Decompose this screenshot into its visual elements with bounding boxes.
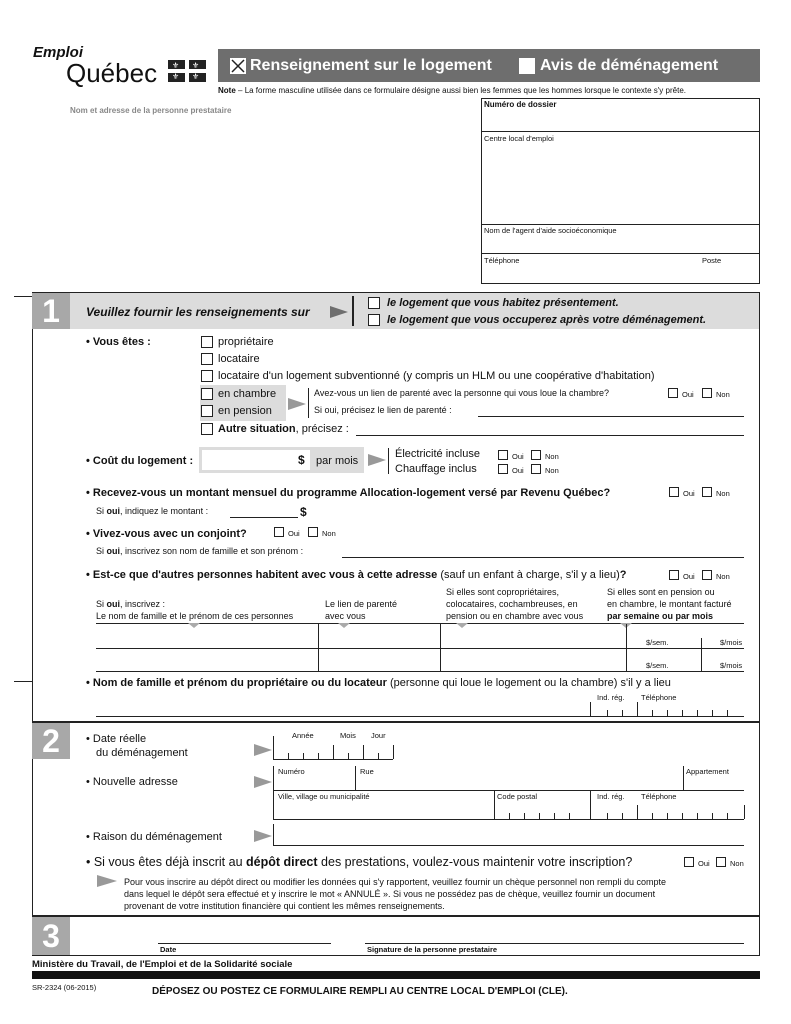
postal-code-label: Code postal: [497, 792, 538, 801]
allocation-amount-label: [96, 506, 208, 516]
footer-bar: [32, 971, 760, 979]
city-postal-phone-field[interactable]: [273, 819, 744, 820]
spouse-name-field[interactable]: [342, 557, 744, 558]
allocation-amount-pre: Si: [96, 506, 107, 516]
local-center-label: Centre local d'emploi: [484, 134, 554, 143]
current-housing-checkbox[interactable]: [368, 297, 380, 309]
allocation-no-checkbox[interactable]: [702, 487, 712, 497]
deposit-note-line1: Pour vous inscrire au dépôt direct ou modifier les données qui s'y rapportent, veuillez fournir un chèque personnel non rempli du compte: [124, 877, 667, 887]
electricity-yes-label: Oui: [512, 452, 524, 461]
other-occupants-rest: (sauf un enfant à charge, s'il y a lieu): [437, 569, 620, 581]
street-address-field[interactable]: [273, 790, 744, 791]
logo-quebec: Québec: [66, 58, 158, 88]
occupant-row1-per-week: $/sem.: [646, 638, 669, 647]
per-month-label: par mois: [316, 455, 359, 467]
occupants-col1-pre: Si: [96, 599, 107, 609]
kinship-question: Avez-vous un lien de parenté avec la personne qui vous loue la chambre?: [314, 388, 610, 398]
landlord-name-field[interactable]: [96, 716, 744, 717]
deposit-bold: dépôt direct: [246, 855, 318, 869]
spouse-question: • Vivez-vous avec un conjoint?: [86, 528, 247, 540]
in-room-label: en chambre: [218, 388, 277, 400]
move-reason-field[interactable]: [273, 845, 744, 846]
electricity-yes-checkbox[interactable]: [498, 450, 508, 460]
subsidized-tenant-checkbox[interactable]: [201, 370, 213, 382]
allocation-yes-checkbox[interactable]: [669, 487, 679, 497]
other-situation-rest: , précisez :: [295, 423, 349, 435]
occupants-col4-line1: Si elles sont en pension ou: [607, 587, 715, 597]
arrow-pointer-icon: [368, 454, 386, 466]
moving-notice-checkbox[interactable]: [519, 58, 535, 74]
year-label: Année: [292, 731, 314, 740]
spouse-yes-label: Oui: [288, 529, 300, 538]
agent-name-label: Nom de l'agent d'aide socioéconomique: [484, 226, 617, 235]
tenant-checkbox[interactable]: [201, 353, 213, 365]
new-area-code-label: Ind. rég.: [597, 792, 625, 801]
occupants-col4-line2: en chambre, le montant facturé: [607, 599, 732, 609]
owner-checkbox[interactable]: [201, 336, 213, 348]
month-label: Mois: [340, 731, 356, 740]
occupants-col2-line2: avec vous: [325, 611, 366, 621]
subsidized-tenant-label: locataire d'un logement subventionné (y compris un HLM ou une coopérative d'habitation): [218, 370, 655, 382]
arrow-pointer-icon: [254, 744, 272, 756]
other-occupants-no-checkbox[interactable]: [702, 570, 712, 580]
tenant-label: locataire: [218, 353, 260, 365]
date-label: Date: [160, 945, 177, 954]
in-board-checkbox[interactable]: [201, 405, 213, 417]
housing-cost-input[interactable]: [202, 450, 310, 470]
new-address-label: • Nouvelle adresse: [86, 776, 178, 788]
occupants-col1-header: [96, 598, 293, 622]
section-1-intro: Veuillez fournir les renseignements sur: [86, 305, 310, 319]
current-housing-label: le logement que vous habitez présentement.: [387, 297, 619, 309]
occupants-col2-header: [325, 598, 397, 622]
landlord-phone-label: Téléphone: [641, 693, 677, 702]
deposit-note-line2: dans lequel le dépôt sera effectué et y inscrire le mot « ANNULÉ ». Si vous ne possédez pas de chèque, veuillez fournir un document: [124, 889, 656, 899]
note-label: Note: [218, 86, 236, 95]
signature-field[interactable]: [365, 943, 744, 944]
spouse-name-label: [96, 546, 303, 556]
gender-note: [218, 86, 686, 95]
apartment-label: Appartement: [686, 767, 729, 776]
file-number-label: Numéro de dossier: [484, 100, 557, 109]
other-situation-label: [218, 423, 349, 435]
street-number-label: Numéro: [278, 767, 305, 776]
claimant-name-address-label: Nom et adresse de la personne prestataire: [70, 106, 232, 115]
street-label: Rue: [360, 767, 374, 776]
deposit-no-label: Non: [730, 859, 744, 868]
deposit-no-checkbox[interactable]: [716, 857, 726, 867]
submission-instruction: DÉPOSEZ OU POSTEZ CE FORMULAIRE REMPLI AU CENTRE LOCAL D'EMPLOI (CLE).: [152, 986, 568, 997]
occupants-col3-line1: Si elles sont copropriétaires,: [446, 587, 560, 597]
other-occupants-no-label: Non: [716, 572, 730, 581]
note-text: – La forme masculine utilisée dans ce formulaire désigne aussi bien les femmes que les hommes lorsque le contexte s'y prête.: [238, 86, 686, 95]
other-occupants-yes-checkbox[interactable]: [669, 570, 679, 580]
landlord-label: [86, 677, 671, 689]
moving-notice-title: Avis de déménagement: [540, 57, 719, 74]
signature-label: Signature de la personne prestataire: [367, 945, 498, 954]
deposit-yes-checkbox[interactable]: [684, 857, 694, 867]
date-field[interactable]: [158, 943, 331, 944]
heating-no-checkbox[interactable]: [531, 464, 541, 474]
section-3-number: 3: [32, 917, 70, 955]
occupants-col1-oui: oui: [106, 599, 121, 609]
other-situation-bold: Autre situation: [218, 423, 296, 435]
spouse-name-post: , inscrivez son nom de famille et son prénom :: [120, 546, 304, 556]
other-situation-field[interactable]: [356, 435, 744, 436]
owner-label: propriétaire: [218, 336, 274, 348]
direct-deposit-note: [124, 876, 666, 912]
direct-deposit-question: [86, 855, 632, 869]
dollar-sign: $: [298, 453, 305, 467]
future-housing-label: le logement que vous occuperez après votre déménagement.: [387, 314, 707, 326]
kinship-specify-label: Si oui, précisez le lien de parenté :: [314, 405, 452, 415]
office-extension-label: Poste: [702, 256, 722, 265]
move-date-field[interactable]: [273, 759, 393, 760]
kinship-no-checkbox[interactable]: [702, 388, 712, 398]
allocation-yes-label: Oui: [683, 489, 695, 498]
occupants-col4-line3: par semaine ou par mois: [607, 611, 714, 621]
future-housing-checkbox[interactable]: [368, 314, 380, 326]
you-are-label: • Vous êtes :: [86, 336, 151, 348]
heating-yes-checkbox[interactable]: [498, 464, 508, 474]
occupants-col4-header: [607, 586, 732, 622]
day-label: Jour: [371, 731, 386, 740]
landlord-area-code-label: Ind. rég.: [597, 693, 625, 702]
electricity-no-checkbox[interactable]: [531, 450, 541, 460]
occupants-col3-line2: colocataires, cochambreuses, en: [446, 599, 578, 609]
spouse-no-label: Non: [322, 529, 336, 538]
occupants-col2-line1: Le lien de parenté: [325, 599, 398, 609]
other-occupants-question: [86, 569, 627, 581]
landlord-rest: (personne qui loue le logement ou la chambre) s'il y a lieu: [386, 677, 671, 689]
deposit-post: des prestations, voulez-vous maintenir votre inscription?: [317, 855, 633, 869]
kinship-no-label: Non: [716, 390, 730, 399]
occupants-col1-subheader: Le nom de famille et le prénom de ces personnes: [96, 611, 294, 621]
other-occupants-bold: • Est-ce que d'autres personnes habitent avec vous à cette adresse: [86, 569, 438, 581]
allocation-dollar-sign: $: [300, 505, 307, 519]
section-2-number: 2: [32, 723, 70, 759]
office-phone-label: Téléphone: [484, 256, 520, 265]
arrow-pointer-icon: [254, 830, 272, 842]
heating-yes-label: Oui: [512, 466, 524, 475]
arrow-pointer-icon: [97, 875, 117, 887]
section-1-number: 1: [32, 293, 70, 329]
kinship-yes-label: Oui: [682, 390, 694, 399]
spouse-yes-checkbox[interactable]: [274, 527, 284, 537]
other-situation-checkbox[interactable]: [201, 423, 213, 435]
occupants-col3-header: [446, 586, 583, 622]
electricity-no-label: Non: [545, 452, 559, 461]
move-date-line2: du déménagement: [96, 747, 188, 759]
other-occupants-mark: ?: [619, 569, 627, 581]
spouse-name-oui: oui: [106, 546, 121, 556]
allocation-amount-oui: oui: [106, 506, 121, 516]
kinship-yes-checkbox[interactable]: [668, 388, 678, 398]
move-reason-label: • Raison du déménagement: [86, 831, 222, 843]
allocation-amount-field[interactable]: [230, 517, 298, 518]
allocation-question: • Recevez-vous un montant mensuel du programme Allocation-logement versé par Revenu Québec?: [86, 487, 611, 499]
logo-emploi: Emploi: [33, 44, 84, 61]
spouse-name-pre: Si: [96, 546, 107, 556]
move-date-label: [86, 732, 188, 760]
deposit-note-line3: provenant de votre institution financière qui contient les mêmes renseignements.: [124, 901, 445, 911]
allocation-no-label: Non: [716, 489, 730, 498]
electricity-label: Électricité incluse: [395, 448, 480, 460]
housing-info-title: Renseignement sur le logement: [250, 57, 492, 74]
allocation-amount-post: , indiquez le montant :: [120, 506, 209, 516]
deposit-pre: • Si vous êtes déjà inscrit au: [86, 855, 247, 869]
heating-label: Chauffage inclus: [395, 463, 477, 475]
occupants-col1-post: , inscrivez :: [120, 599, 166, 609]
occupant-row2-per-month: $/mois: [720, 661, 743, 670]
heating-no-label: Non: [545, 466, 559, 475]
occupant-row2-per-week: $/sem.: [646, 661, 669, 670]
arrow-pointer-icon: [288, 398, 306, 410]
housing-info-checkbox[interactable]: [230, 58, 246, 74]
kinship-specify-field[interactable]: [478, 416, 744, 417]
ministry-name: Ministère du Travail, de l'Emploi et de la Solidarité sociale: [32, 959, 293, 970]
occupants-col3-line3: pension ou en chambre avec vous: [446, 611, 584, 621]
other-occupants-yes-label: Oui: [683, 572, 695, 581]
form-code: SR-2324 (06-2015): [32, 983, 97, 992]
city-label: Ville, village ou municipalité: [278, 792, 370, 801]
in-room-checkbox[interactable]: [201, 388, 213, 400]
housing-cost-label: • Coût du logement :: [86, 455, 194, 467]
move-date-line1: • Date réelle: [86, 733, 147, 745]
deposit-yes-label: Oui: [698, 859, 710, 868]
in-board-label: en pension: [218, 405, 272, 417]
landlord-bold: • Nom de famille et prénom du propriétaire ou du locateur: [86, 677, 387, 689]
fleurdelise-flag-icon: ⚜ ⚜ ⚜ ⚜: [168, 60, 206, 82]
spouse-no-checkbox[interactable]: [308, 527, 318, 537]
new-phone-label: Téléphone: [641, 792, 677, 801]
arrow-pointer-icon: [330, 306, 348, 318]
arrow-pointer-icon: [254, 776, 272, 788]
occupant-row1-per-month: $/mois: [720, 638, 743, 647]
